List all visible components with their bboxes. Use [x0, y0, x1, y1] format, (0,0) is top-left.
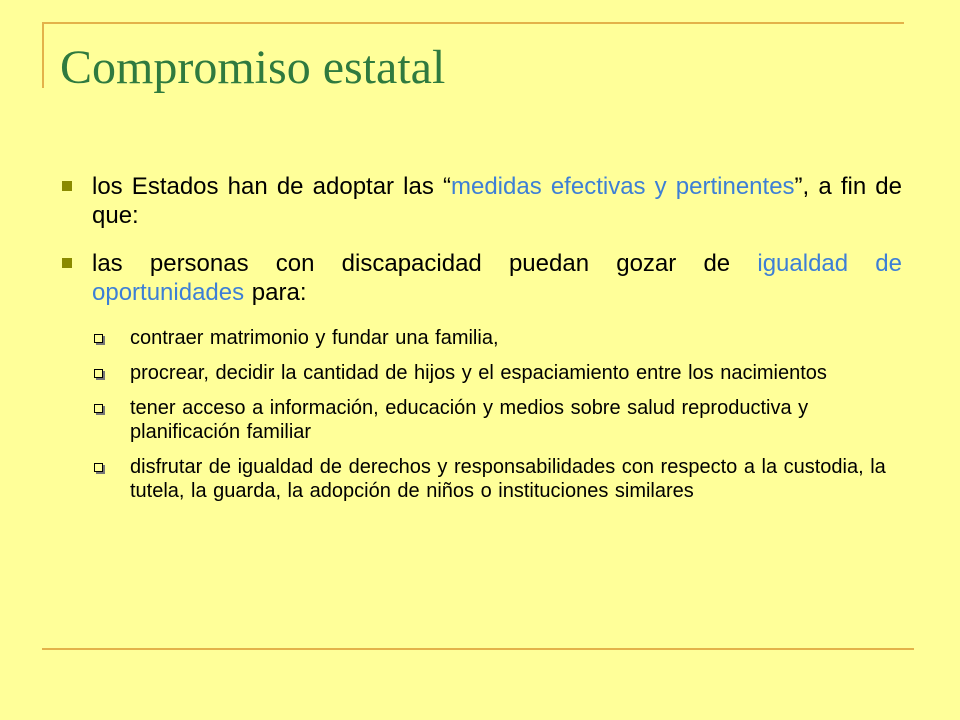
square-bullet-icon [62, 181, 72, 191]
square-bullet-icon [62, 258, 72, 268]
bullet-text: para: [244, 279, 307, 306]
slide-body [62, 172, 902, 514]
hollow-square-bullet-icon [94, 463, 103, 472]
sub-bullet-matrimonio [92, 326, 902, 350]
sub-bullet-list [62, 326, 902, 503]
bullet-text: ”, a fin de que: [92, 173, 902, 229]
hollow-square-bullet-icon [94, 404, 103, 413]
hollow-square-bullet-icon [94, 369, 103, 378]
bullet-highlight: medidas efectivas y pertinentes [450, 173, 795, 200]
slide-title: Compromiso estatal [60, 41, 446, 94]
bullet-text: los Estados han de adoptar las “ [92, 173, 451, 200]
bullet-medidas [62, 172, 902, 230]
left-rule [42, 22, 44, 88]
top-rule [42, 22, 904, 24]
bullet-text: las personas con discapacidad puedan gozar de [92, 250, 758, 277]
sub-bullet-derechos [92, 455, 902, 503]
bullet-igualdad [62, 249, 902, 307]
sub-bullet-text: contraer matrimonio y fundar una familia, [130, 327, 499, 349]
sub-bullet-procrear [92, 361, 902, 385]
sub-bullet-text: disfrutar de igualdad de derechos y responsabilidades con respecto a la custodia, la tutela, la guarda, la adopción de niños o instituciones similares [130, 456, 886, 502]
sub-bullet-text: procrear, decidir la cantidad de hijos y el espaciamiento entre los nacimientos [130, 362, 827, 384]
bottom-rule [42, 648, 914, 650]
sub-bullet-text: tener acceso a información, educación y medios sobre salud reproductiva y planificación familiar [130, 397, 809, 443]
sub-bullet-informacion [92, 396, 902, 444]
bullet-highlight: igualdad de oportunidades [92, 250, 902, 306]
hollow-square-bullet-icon [94, 334, 103, 343]
